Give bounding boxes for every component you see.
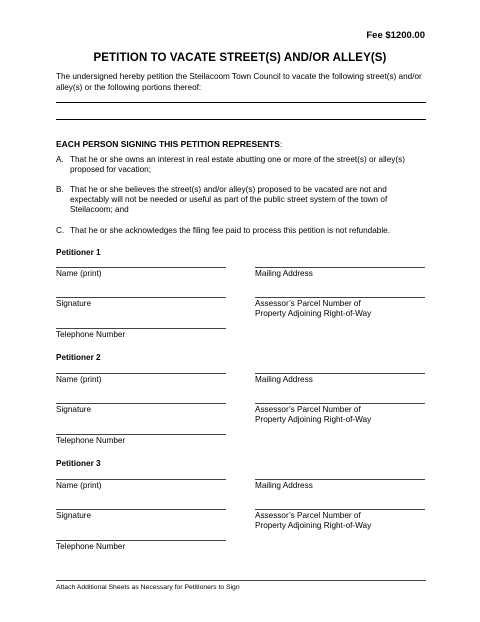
mailing-address-label: Mailing Address	[255, 375, 313, 384]
telephone-line[interactable]	[56, 540, 226, 541]
name-line[interactable]	[56, 479, 226, 480]
telephone-label: Telephone Number	[56, 542, 126, 551]
petitioner-2-heading: Petitioner 2	[56, 353, 101, 362]
signature-label: Signature	[56, 511, 92, 520]
mailing-line[interactable]	[255, 373, 425, 374]
name-label: Name (print)	[56, 481, 102, 490]
telephone-label: Telephone Number	[56, 436, 126, 445]
name-line[interactable]	[56, 267, 226, 268]
name-label: Name (print)	[56, 375, 102, 384]
blank-line[interactable]	[56, 102, 426, 103]
clause-b	[56, 185, 426, 216]
telephone-line[interactable]	[56, 434, 226, 435]
signature-line[interactable]	[56, 509, 226, 510]
mailing-address-label: Mailing Address	[255, 481, 313, 490]
fee-amount: Fee $1200.00	[366, 30, 425, 41]
footer-divider	[56, 580, 426, 581]
mailing-line[interactable]	[255, 267, 425, 268]
represents-heading: EACH PERSON SIGNING THIS PETITION REPRESENTS:	[56, 139, 283, 149]
clause-text: That he or she acknowledges the filing fee paid to process this petition is not refundable.	[70, 226, 390, 235]
signature-line[interactable]	[56, 297, 226, 298]
signature-label: Signature	[56, 405, 92, 414]
name-label: Name (print)	[56, 269, 102, 278]
telephone-label: Telephone Number	[56, 330, 126, 339]
intro-text: The undersigned hereby petition the Steilacoom Town Council to vacate the following street(s) and/or alley(s) or the following portions thereof:	[56, 72, 422, 92]
name-line[interactable]	[56, 373, 226, 374]
clause-text: That he or she owns an interest in real estate abutting one or more of the street(s) or alley(s) proposed for vacation;	[70, 155, 405, 175]
signature-label: Signature	[56, 299, 92, 308]
footer-note: Attach Additional Sheets as Necessary for Petitioners to Sign	[56, 584, 240, 591]
parcel-line[interactable]	[255, 509, 425, 510]
parcel-number-label: Assessor’s Parcel Number of Property Adjoining Right-of-Way	[255, 405, 372, 425]
parcel-line[interactable]	[255, 297, 425, 298]
mailing-address-label: Mailing Address	[255, 269, 313, 278]
clause-letter: B.	[56, 185, 64, 194]
clause-a	[56, 155, 426, 175]
parcel-number-label: Assessor’s Parcel Number of Property Adjoining Right-of-Way	[255, 299, 372, 319]
telephone-line[interactable]	[56, 328, 226, 329]
page-title: PETITION TO VACATE STREET(S) AND/OR ALLEY(S)	[93, 52, 387, 64]
clause-letter: C.	[56, 226, 65, 235]
signature-line[interactable]	[56, 403, 226, 404]
petitioner-1-heading: Petitioner 1	[56, 248, 101, 257]
clause-text: That he or she believes the street(s) and/or alley(s) proposed to be vacated are not and expectably will not be needed or useful as part of the public street system of the town of Steilacoom; and	[70, 185, 388, 215]
petitioner-3-heading: Petitioner 3	[56, 459, 101, 468]
clause-letter: A.	[56, 155, 64, 164]
parcel-number-label: Assessor’s Parcel Number of Property Adjoining Right-of-Way	[255, 511, 372, 531]
mailing-line[interactable]	[255, 479, 425, 480]
parcel-line[interactable]	[255, 403, 425, 404]
blank-line[interactable]	[56, 119, 426, 120]
clause-c	[56, 226, 426, 236]
